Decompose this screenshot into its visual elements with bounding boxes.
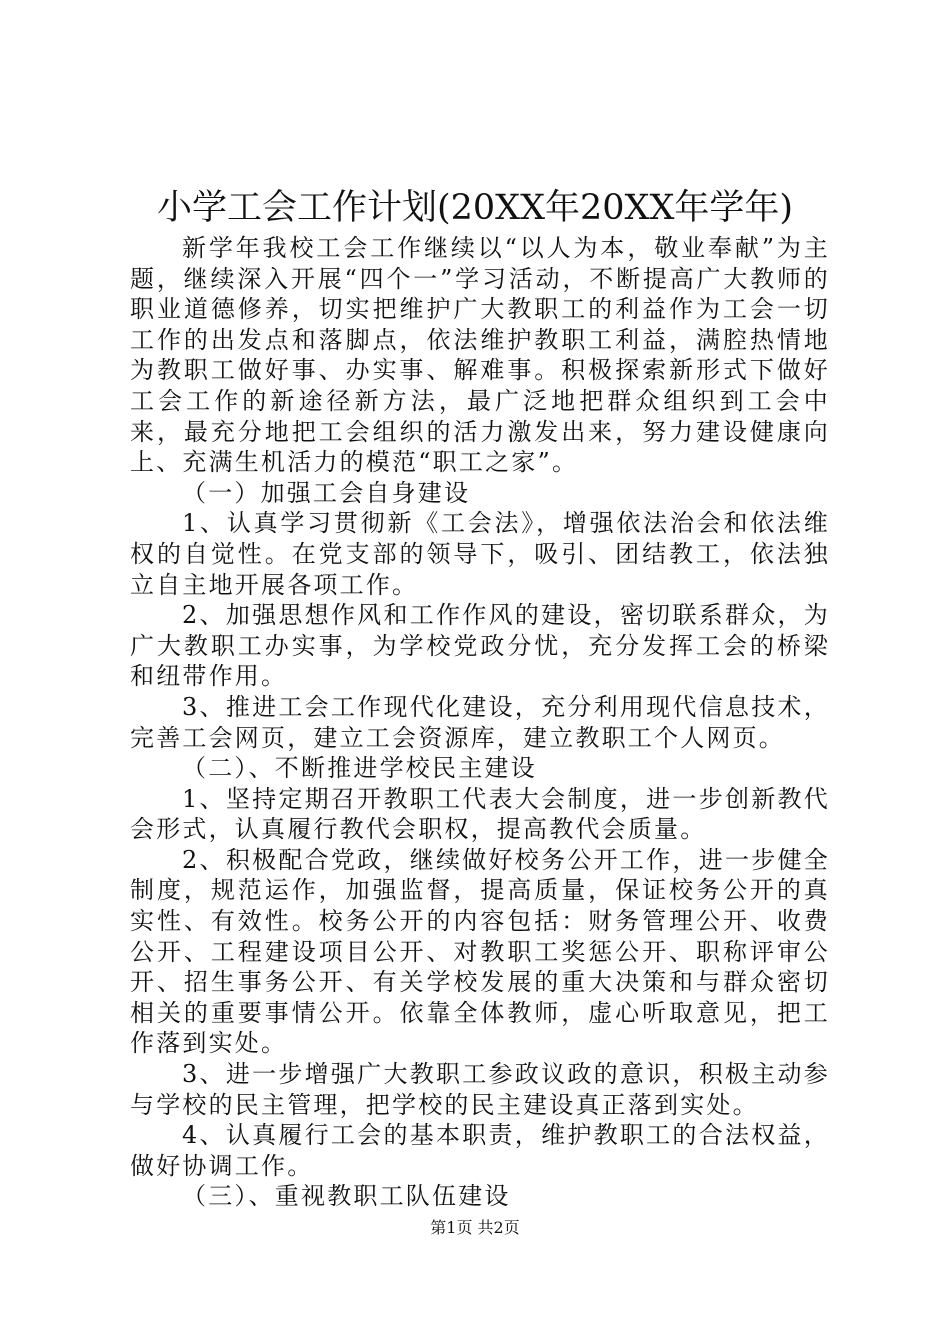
- document-title: 小学工会工作计划(20XX年20XX年学年): [156, 188, 794, 228]
- list-item: 3、进一步增强广大教职工参政议政的意识，积极主动参与学校的民主管理，把学校的民主建设真正落到实处。: [130, 1060, 830, 1119]
- list-item: 2、积极配合党政，继续做好校务公开工作，进一步健全制度，规范运作，加强监督，提高质量，保证校务公开的真实性、有效性。校务公开的内容包括：财务管理公开、收费公开、工程建设项目公开、对教职工奖惩公开、职称评审公开、招生事务公开、有关学校发展的重大决策和与群众密切相关的重要事情公开。依靠全体教师，虚心听取意见，把工作落到实处。: [130, 845, 830, 1058]
- list-item: 1、认真学习贯彻新《工会法》，增强依法治会和依法维权的自觉性。在党支部的领导下，吸引、团结教工，依法独立自主地开展各项工作。: [130, 509, 830, 599]
- document-body: [130, 233, 830, 1212]
- list-item: 3、推进工会工作现代化建设，充分利用现代信息技术，完善工会网页，建立工会资源库，建立教职工个人网页。: [130, 692, 830, 752]
- section-heading-1: （一）加强工会自身建设: [182, 478, 471, 507]
- list-item: 4、认真履行工会的基本职责，维护教职工的合法权益，做好协调工作。: [130, 1121, 830, 1180]
- page-number-footer: 第1页 共2页: [430, 1218, 520, 1237]
- list-item: 1、坚持定期召开教职工代表大会制度，进一步创新教代会形式，认真履行教代会职权，提高教代会质量。: [130, 784, 830, 844]
- intro-paragraph: 新学年我校工会工作继续以“以人为本，敬业奉献”为主题，继续深入开展“四个一”学习活动，不断提高广大教师的职业道德修养，切实把维护广大教职工的利益作为工会一切工作的出发点和落脚点，依法维护教职工利益，满腔热情地为教职工做好事、办实事、解难事。积极探索新形式下做好工会工作的新途径新方法，最广泛地把群众组织到工会中来，最充分地把工会组织的活力激发出来，努力建设健康向上、充满生机活力的模范“职工之家”。: [130, 234, 830, 477]
- list-item: 2、加强思想作风和工作作风的建设，密切联系群众，为广大教职工办实事，为学校党政分忧，充分发挥工会的桥梁和纽带作用。: [130, 601, 830, 691]
- section-heading-2: （二）、不断推进学校民主建设: [182, 754, 537, 783]
- section-heading-3: （三）、重视教职工队伍建设: [182, 1182, 511, 1211]
